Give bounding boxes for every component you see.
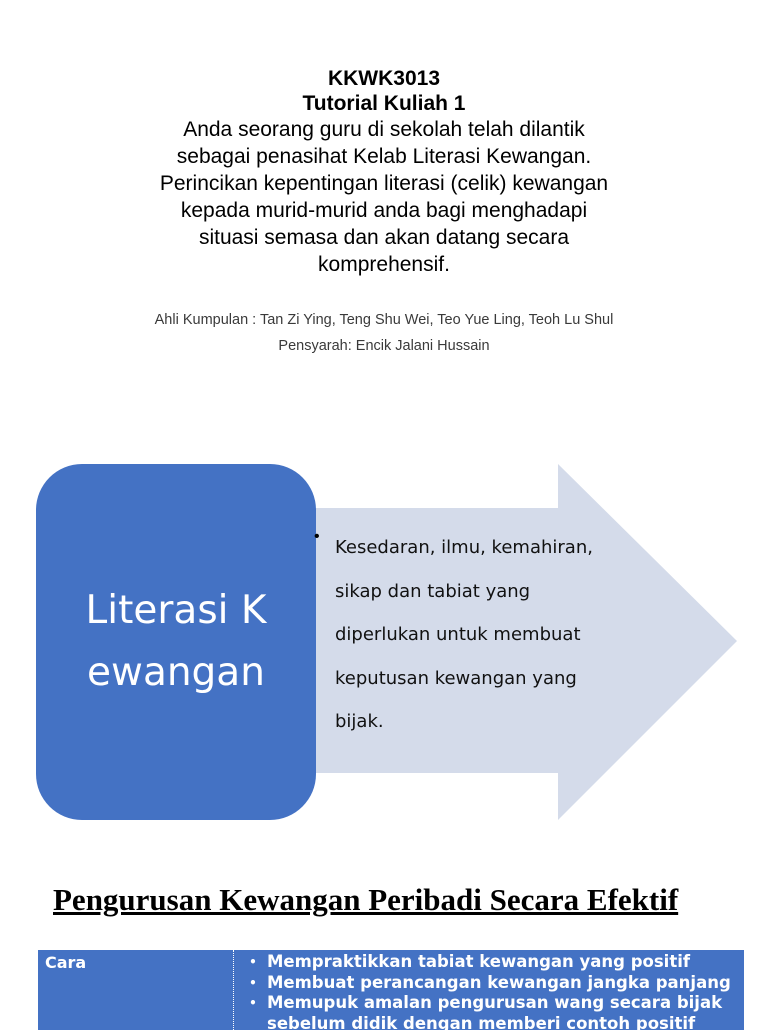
question-line: situasi semasa dan akan datang secara [84,224,684,251]
question-line: komprehensif. [84,251,684,278]
lecturer-name: Pensyarah: Encik Jalani Hussain [0,338,768,354]
methods-list [239,952,731,1034]
group-members: Ahli Kumpulan : Tan Zi Ying, Teng Shu Wei, Teo Yue Ling, Teoh Lu Shul [0,312,768,328]
box-label: Literasi Kewangan [76,580,276,704]
section-title: Pengurusan Kewangan Peribadi Secara Efektif [53,880,693,920]
question-line: Anda seorang guru di sekolah telah dilantik [84,116,684,143]
list-item [239,993,731,1014]
course-code: KKWK3013 [0,66,768,91]
bullet-icon: • [239,973,267,994]
list-item-text: sebelum didik dengan memberi contoh positif [267,1014,695,1034]
question-line: Perincikan kepentingan literasi (celik) kewangan [84,170,684,197]
table-label-cell: Cara [45,953,86,972]
definition-text: Kesedaran, ilmu, kemahiran, sikap dan tabiat yang diperlukan untuk membuat keputusan kewangan yang bijak. [335,526,615,744]
document-header [0,66,768,278]
question-line: sebagai penasihat Kelab Literasi Kewangan. [84,143,684,170]
bullet-icon: • [314,528,320,546]
list-item [239,973,731,994]
table-divider [233,950,234,1030]
list-item [239,952,731,973]
literasi-kewangan-box [36,464,316,820]
methods-table [38,950,744,1030]
tutorial-title: Tutorial Kuliah 1 [0,91,768,116]
question-line: kepada murid-murid anda bagi menghadapi [84,197,684,224]
bullet-icon: • [239,952,267,973]
tutorial-question [84,116,684,278]
bullet-icon: • [239,993,267,1014]
list-item-text: Mempraktikkan tabiat kewangan yang positif [267,952,690,973]
list-item-text: Memupuk amalan pengurusan wang secara bijak [267,993,722,1014]
list-item-text: Membuat perancangan kewangan jangka panjang [267,973,731,994]
